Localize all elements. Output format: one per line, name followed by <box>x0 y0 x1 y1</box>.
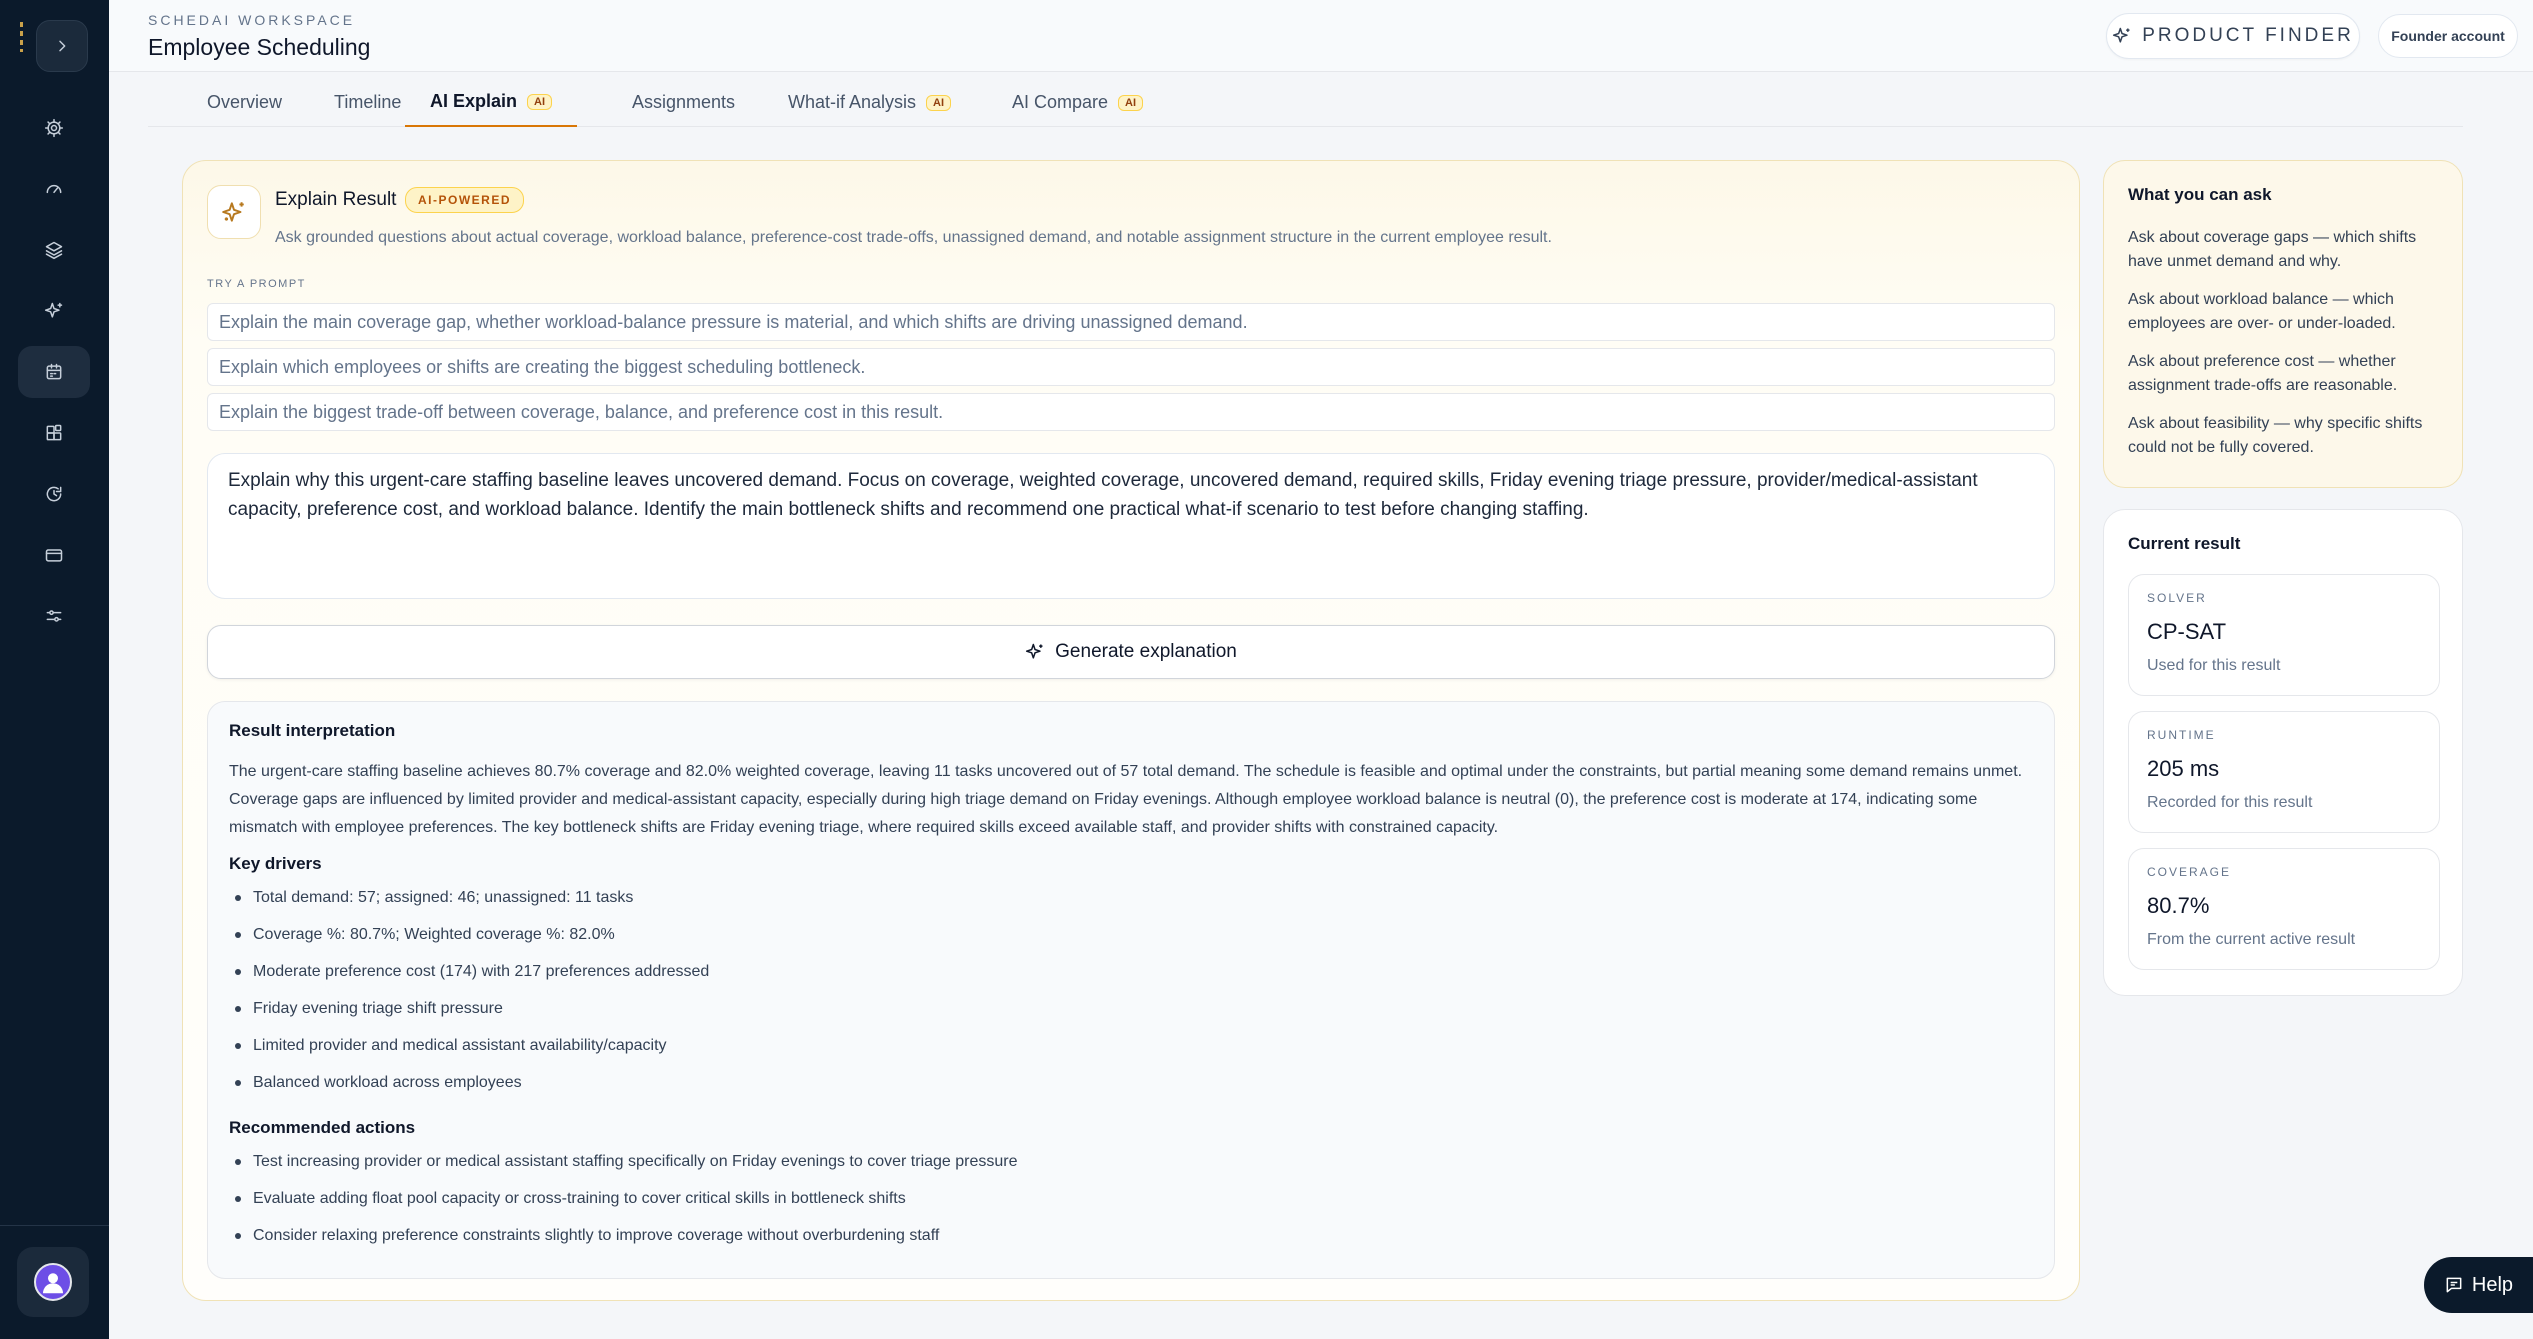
sidebar-item-preferences[interactable] <box>18 590 90 642</box>
stat-card-runtime <box>2128 711 2440 833</box>
sliders-icon <box>44 606 64 626</box>
chevron-right-icon <box>54 38 70 54</box>
ask-item: Ask about workload balance — which employees are over- or under-loaded. <box>2128 291 2396 332</box>
product-finder-label: PRODUCT FINDER <box>2142 25 2354 46</box>
sparkles-icon <box>221 199 247 225</box>
current-result-title: Current result <box>2128 534 2241 553</box>
user-avatar-button[interactable] <box>17 1247 89 1317</box>
tab-label: Assignments <box>632 92 736 112</box>
ask-item: Ask about feasibility — why specific shifts could not be fully covered. <box>2128 415 2423 456</box>
card-icon <box>44 545 64 565</box>
sidebar-item-widgets[interactable] <box>18 407 90 459</box>
prompt-suggestion[interactable]: Explain the biggest trade-off between coverage, balance, and preference cost in this result. <box>207 393 2055 431</box>
what-you-can-ask-panel <box>2103 160 2463 488</box>
tab-timeline[interactable] <box>334 78 401 127</box>
tab-overview[interactable] <box>207 78 282 127</box>
sidebar-item-settings[interactable] <box>18 102 90 154</box>
workspace-label: SCHEDAI WORKSPACE <box>148 12 356 28</box>
stat-value: CP-SAT <box>2147 619 2227 644</box>
stat-label: SOLVER <box>2147 591 2207 605</box>
tab-ai-compare[interactable] <box>1012 78 1143 127</box>
sidebar-divider <box>0 1225 109 1226</box>
recommended-actions-heading: Recommended actions <box>229 1118 416 1137</box>
stat-note: Recorded for this result <box>2147 794 2313 811</box>
avatar <box>34 1263 72 1301</box>
ask-item: Ask about coverage gaps — which shifts have unmet demand and why. <box>2128 229 2417 270</box>
prompt-suggestion[interactable]: Explain the main coverage gap, whether workload-balance pressure is material, and which shifts are driving unassigned demand. <box>207 303 2055 341</box>
tab-label: What-if Analysis <box>788 92 917 112</box>
current-result-panel <box>2103 509 2463 996</box>
stat-card-coverage <box>2128 848 2440 970</box>
sparkles-icon <box>1025 642 1045 662</box>
list-item: Total demand: 57; assigned: 46; unassigned: 11 tasks <box>229 884 2033 921</box>
explain-icon-box <box>207 185 261 239</box>
account-button[interactable]: Founder account <box>2378 14 2518 58</box>
sidebar-expand-button[interactable] <box>36 20 88 72</box>
ai-badge: AI <box>926 95 951 111</box>
stat-value: 205 ms <box>2147 756 2220 781</box>
product-finder-button[interactable] <box>2106 13 2360 59</box>
tab-ai-explain[interactable] <box>405 78 577 127</box>
stat-label: COVERAGE <box>2147 865 2232 879</box>
tab-label: AI Compare <box>1012 92 1109 112</box>
result-paragraph: The urgent-care staffing baseline achieves 80.7% coverage and 82.0% weighted coverage, leaving 11 tasks uncovered out of 57 total demand. The schedule is feasible and optimal under the constraints, but partial meaning some demand remains unmet. Coverage gaps are influenced by limited provider and medical-assistant capacity, especially during high triage demand on Friday evenings. Although employee workload balance is neutral (0), the preference cost is moderate at 174, indicating some mismatch with employee preferences. The key bottleneck shifts are Friday evening triage, where required skills exceed available staff, and provider shifts with constrained capacity. <box>229 763 2023 836</box>
help-button[interactable] <box>2424 1257 2533 1313</box>
ask-item: Ask about preference cost — whether assignment trade-offs are reasonable. <box>2128 353 2398 394</box>
widgets-icon <box>44 423 64 443</box>
list-item: Moderate preference cost (174) with 217 preferences addressed <box>229 958 2033 995</box>
tab-assignments[interactable] <box>632 78 735 127</box>
sparkles-icon <box>44 301 64 321</box>
result-title: Result interpretation <box>229 721 396 740</box>
sidebar-item-ai[interactable] <box>18 285 90 337</box>
layers-icon <box>44 240 64 260</box>
tab-label: AI Explain <box>430 91 518 111</box>
list-item: Evaluate adding float pool capacity or cross-training to cover critical skills in bottleneck shifts <box>229 1185 2033 1222</box>
sidebar-item-layers[interactable] <box>18 224 90 276</box>
gauge-icon <box>44 179 64 199</box>
list-item: Friday evening triage shift pressure <box>229 995 2033 1032</box>
sidebar-item-history[interactable] <box>18 468 90 520</box>
question-textarea[interactable] <box>207 453 2055 599</box>
ai-badge: AI <box>1118 95 1143 111</box>
sidebar-item-scheduling[interactable] <box>18 346 90 398</box>
prompt-suggestion[interactable]: Explain which employees or shifts are creating the biggest scheduling bottleneck. <box>207 348 2055 386</box>
user-icon <box>38 1267 68 1297</box>
page-title: Employee Scheduling <box>148 34 371 60</box>
explain-panel <box>182 160 2080 1301</box>
sidebar-item-dashboard[interactable] <box>18 163 90 215</box>
recommended-actions-list <box>229 1148 2033 1259</box>
top-header <box>109 0 2533 72</box>
tab-what-if-analysis[interactable] <box>788 78 951 127</box>
list-item: Coverage %: 80.7%; Weighted coverage %: 82.0% <box>229 921 2033 958</box>
tab-bar <box>148 78 2463 127</box>
stat-note: From the current active result <box>2147 931 2356 948</box>
sidebar-accent <box>20 22 23 52</box>
explain-title: Explain Result <box>275 189 397 210</box>
generate-label: Generate explanation <box>1055 641 1237 662</box>
tab-label: Overview <box>207 92 283 112</box>
chat-icon <box>2444 1275 2464 1295</box>
stat-value: 80.7% <box>2147 893 2210 918</box>
stat-card-solver <box>2128 574 2440 696</box>
list-item: Test increasing provider or medical assistant staffing specifically on Friday evenings to cover triage pressure <box>229 1148 2033 1185</box>
help-label: Help <box>2471 1273 2514 1296</box>
stat-label: RUNTIME <box>2147 728 2216 742</box>
explain-subtitle: Ask grounded questions about actual coverage, workload balance, preference-cost trade-offs, unassigned demand, and notable assignment structure in the current employee result. <box>275 229 1552 246</box>
result-interpretation <box>207 701 2055 1279</box>
list-item: Consider relaxing preference constraints slightly to improve coverage without overburdening staff <box>229 1222 2033 1259</box>
key-drivers-list <box>229 884 2033 1106</box>
calendar-icon <box>44 362 64 382</box>
refresh-clock-icon <box>44 484 64 504</box>
stat-note: Used for this result <box>2147 657 2281 674</box>
sidebar-item-billing[interactable] <box>18 529 90 581</box>
ai-badge: AI <box>527 94 552 110</box>
key-drivers-heading: Key drivers <box>229 854 322 873</box>
ai-powered-badge: AI-POWERED <box>405 187 524 213</box>
sidebar <box>0 0 109 1339</box>
try-prompt-label: TRY A PROMPT <box>207 278 306 290</box>
list-item: Balanced workload across employees <box>229 1069 2033 1106</box>
sparkles-icon <box>2112 26 2132 46</box>
generate-explanation-button[interactable] <box>207 625 2055 679</box>
tab-label: Timeline <box>334 92 402 112</box>
ask-title: What you can ask <box>2128 185 2272 204</box>
list-item: Limited provider and medical assistant availability/capacity <box>229 1032 2033 1069</box>
settings-icon <box>44 118 64 138</box>
